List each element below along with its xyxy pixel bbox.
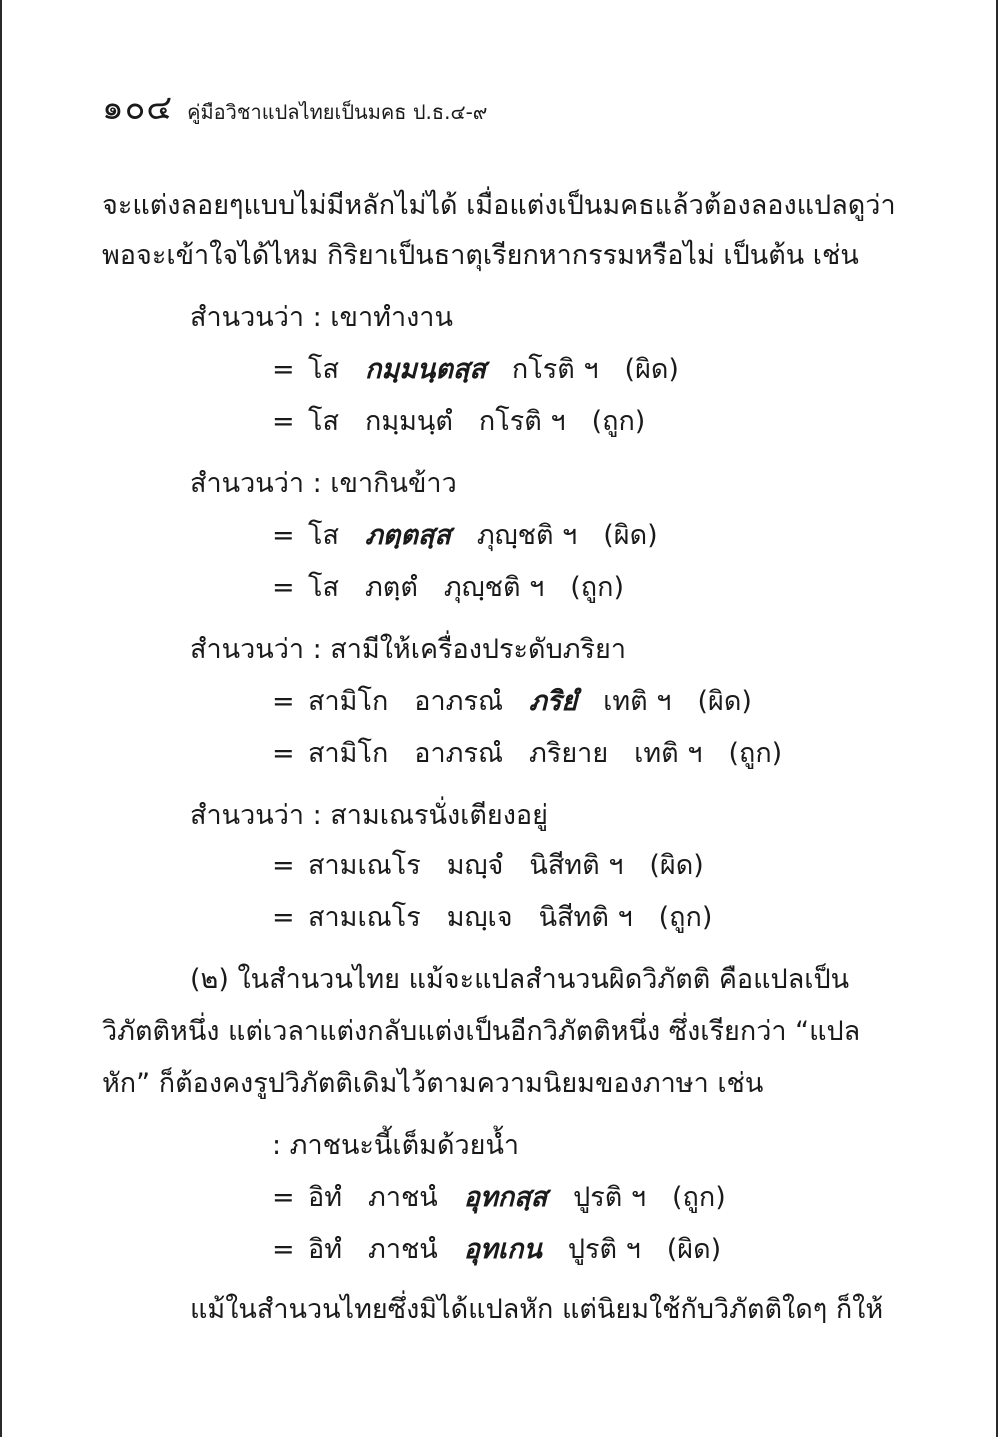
- example-wrong-line: [272, 682, 752, 722]
- word: นิสีทติ ฯ: [529, 850, 624, 881]
- example-wrong-line: [272, 846, 704, 886]
- word: สามเณโร: [308, 850, 421, 881]
- equals-sign: =: [272, 738, 295, 769]
- word: ภาชนํ: [368, 1182, 438, 1213]
- page-header: [102, 80, 487, 130]
- word: มญฺเจ: [446, 902, 513, 933]
- example-right-line: [272, 402, 645, 442]
- example-wrong-line: [272, 350, 679, 390]
- word: สามเณโร: [308, 902, 421, 933]
- word: โส: [308, 354, 339, 385]
- verdict: (ถูก): [570, 572, 625, 603]
- para2-line-3: หัก” ก็ต้องคงรูปวิภัตติเดิมไว้ตามความนิยมของภาษา เช่น: [102, 1068, 764, 1099]
- word: อาภรณํ: [414, 686, 504, 717]
- word: มญฺจํ: [446, 850, 504, 881]
- verdict: (ผิด): [697, 686, 752, 717]
- intro-line-1: จะแต่งลอยๆแบบไม่มีหลักไม่ได้ เมื่อแต่งเป็นมคธแล้วต้องลองแปลดูว่า: [102, 190, 896, 221]
- example-right-line: [272, 1178, 726, 1218]
- word: อาภรณํ: [414, 738, 504, 769]
- word: กโรติ ฯ: [478, 406, 566, 437]
- word: ภตฺตํ: [364, 572, 418, 603]
- equals-sign: =: [272, 686, 295, 717]
- word: โส: [308, 572, 339, 603]
- word: ภาชนํ: [368, 1234, 438, 1265]
- example-right-line: [272, 898, 712, 938]
- example-label: สำนวนว่า : สามีให้เครื่องประดับภริยา: [190, 634, 627, 665]
- running-title: คู่มือวิชาแปลไทยเป็นมคธ ป.ธ.๔-๙: [187, 100, 488, 124]
- word: กมฺมนฺตํ: [364, 406, 453, 437]
- word: สามิโก: [308, 738, 389, 769]
- example-label: : ภาชนะนี้เต็มด้วยน้ำ: [272, 1130, 520, 1161]
- word-emphasis: ภริยํ: [529, 686, 578, 717]
- verdict: (ผิด): [624, 354, 679, 385]
- verdict: (ผิด): [603, 520, 658, 551]
- word: ปูรติ ฯ: [573, 1182, 647, 1213]
- closing-line: แม้ในสำนวนไทยซึ่งมิได้แปลหัก แต่นิยมใช้กับวิภัตติใดๆ ก็ให้: [190, 1294, 884, 1325]
- para2-line-2: วิภัตติหนึ่ง แต่เวลาแต่งกลับแต่งเป็นอีกวิภัตติหนึ่ง ซึ่งเรียกว่า “แปล: [102, 1016, 861, 1047]
- example-wrong-line: [272, 516, 658, 556]
- word: อิทํ: [308, 1234, 343, 1265]
- example-wrong-line: [272, 1230, 721, 1270]
- equals-sign: =: [272, 850, 295, 881]
- example-right-line: [272, 734, 782, 774]
- word: นิสีทติ ฯ: [538, 902, 633, 933]
- word-emphasis: อุทกสฺส: [463, 1182, 548, 1213]
- word-emphasis: กมฺมนฺตสฺส: [364, 354, 486, 385]
- example-label: สำนวนว่า : สามเณรนั่งเตียงอยู่: [190, 800, 548, 831]
- word: ภุญฺชติ ฯ: [443, 572, 545, 603]
- equals-sign: =: [272, 520, 295, 551]
- verdict: (ถูก): [658, 902, 713, 933]
- word: กโรติ ฯ: [511, 354, 599, 385]
- word: เทติ ฯ: [603, 686, 672, 717]
- example-label: สำนวนว่า : เขาทำงาน: [190, 302, 453, 333]
- equals-sign: =: [272, 1182, 295, 1213]
- verdict: (ถูก): [591, 406, 646, 437]
- word: โส: [308, 520, 339, 551]
- word: โส: [308, 406, 339, 437]
- equals-sign: =: [272, 902, 295, 933]
- example-right-line: [272, 568, 624, 608]
- example-label: สำนวนว่า : เขากินข้าว: [190, 468, 457, 499]
- verdict: (ผิด): [666, 1234, 722, 1265]
- word-emphasis: ภตฺตสฺส: [364, 520, 451, 551]
- verdict: (ถูก): [728, 738, 783, 769]
- verdict: (ผิด): [649, 850, 704, 881]
- para2-line-1: (๒) ในสำนวนไทย แม้จะแปลสำนวนผิดวิภัตติ คือแปลเป็น: [190, 964, 850, 995]
- word: ปูรติ ฯ: [567, 1234, 641, 1265]
- word: ภุญฺชติ ฯ: [476, 520, 578, 551]
- word-emphasis: อุทเกน: [463, 1234, 542, 1265]
- equals-sign: =: [272, 354, 295, 385]
- equals-sign: =: [272, 1234, 295, 1265]
- verdict: (ถูก): [672, 1182, 726, 1213]
- page-number: ๑๐๔: [102, 88, 174, 128]
- intro-line-2: พอจะเข้าใจได้ไหม กิริยาเป็นธาตุเรียกหากรรมหรือไม่ เป็นต้น เช่น: [102, 240, 859, 271]
- word: เทติ ฯ: [634, 738, 703, 769]
- word: ภริยาย: [529, 738, 609, 769]
- word: อิทํ: [308, 1182, 343, 1213]
- equals-sign: =: [272, 572, 295, 603]
- word: สามิโก: [308, 686, 389, 717]
- equals-sign: =: [272, 406, 295, 437]
